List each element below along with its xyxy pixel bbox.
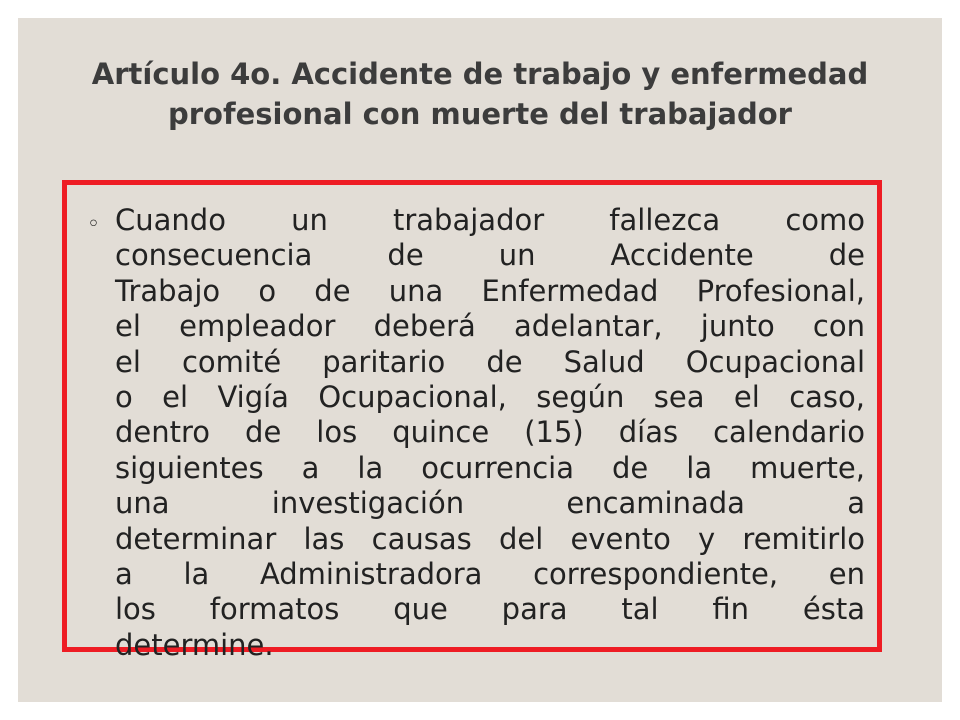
paragraph-line: consecuencia de un Accidente de (115, 238, 865, 273)
paragraph-line: siguientes a la ocurrencia de la muerte, (115, 450, 865, 485)
paragraph-line: determine. (115, 627, 274, 662)
slide-title (18, 54, 942, 134)
paragraph-line: a la Administradora correspondiente, en (115, 557, 865, 592)
paragraph-line: determinar las causas del evento y remitirlo (115, 521, 865, 556)
paragraph-line: Cuando un trabajador fallezca como (115, 203, 865, 237)
bullet-icon: ◦ (87, 212, 100, 237)
slide-title-line-1: Artículo 4o. Accidente de trabajo y enfermedad (91, 57, 869, 91)
paragraph-line: los formatos que para tal fin ésta (115, 592, 865, 627)
highlighted-content-box (62, 180, 882, 662)
paragraph-line: Trabajo o de una Enfermedad Profesional, (115, 273, 865, 308)
paragraph-line: una investigación encaminada a (115, 486, 865, 521)
paragraph-line: o el Vigía Ocupacional, según sea el caso, (115, 380, 865, 415)
paragraph-line: el comité paritario de Salud Ocupacional (115, 344, 865, 379)
paragraph-line: dentro de los quince (15) días calendario (115, 415, 865, 450)
article-paragraph (115, 203, 865, 663)
slide (18, 18, 942, 702)
slide-title-line-2: profesional con muerte del trabajador (168, 97, 792, 131)
paragraph-line: el empleador deberá adelantar, junto con (115, 309, 865, 344)
